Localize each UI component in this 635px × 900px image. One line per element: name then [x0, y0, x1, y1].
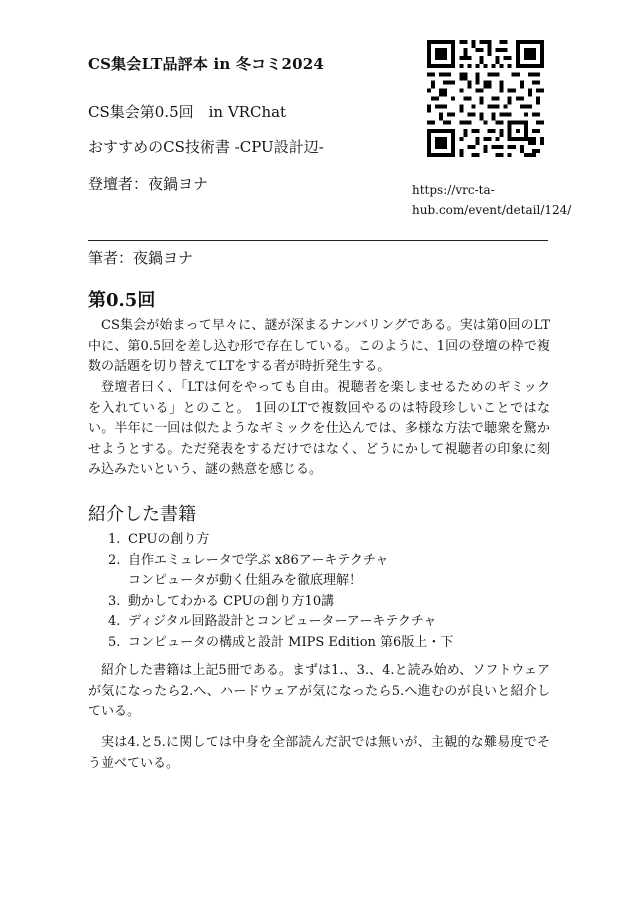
list-item — [108, 612, 548, 633]
list-number: 5. — [108, 634, 121, 650]
list-item — [108, 551, 548, 592]
speaker-line: 登壇者：夜鍋ヨナ — [88, 175, 209, 193]
section-heading: 紹介した書籍 — [88, 504, 196, 525]
book-subtitle: コンピュータが動く仕組みを徹底理解！ — [128, 573, 363, 588]
list-number: 1. — [108, 532, 121, 547]
list-number: 2. — [108, 552, 121, 568]
list-item — [108, 633, 548, 654]
list-number: 4. — [108, 614, 121, 629]
list-number: 3. — [108, 593, 121, 609]
book-title: CPUの創り方 — [128, 532, 210, 547]
paragraph: 紹介した書籍は上記5冊である。まずは1.、3.、4.と読み始め、ソフトウェアが気になったら2.へ、ハードウェアが気になったら5.へ進むのが良いと紹介している。 — [88, 663, 550, 720]
event-name: CS集会第0.5回 in VRChat — [88, 103, 287, 121]
list-item — [108, 530, 548, 551]
list-item — [108, 592, 548, 613]
book-title: 動かしてわかる CPUの創り方10講 — [128, 593, 335, 609]
event-url[interactable]: https://vrc-ta-hub.com/event/detail/124/ — [412, 183, 572, 217]
book-title: ディジタル回路設計とコンピューターアーキテクチャ — [128, 614, 437, 629]
paragraph: CS集会が始まって早々に、謎が深まるナンバリングである。実は第0回のLT中に、第0.5回を差し込む形で存在している。このように、1回の登壇の枠で複数の話題を切り替えてLTをする者が時折発生する。 — [88, 318, 550, 375]
book-title: コンピュータの構成と設計 MIPS Edition 第6版上・下 — [128, 634, 454, 650]
author-line: 筆者：夜鍋ヨナ — [88, 249, 194, 267]
section-heading: 第0.5回 — [88, 290, 156, 311]
book-title: 自作エミュレータで学ぶ x86アーキテクチャ — [128, 552, 389, 568]
paragraph: 実は4.と5.に関しては中身を全部読んだ訳では無いが、主観的な難易度でそう並べている。 — [88, 735, 550, 771]
header-divider — [88, 240, 548, 241]
book-title: CS集会LT品評本 in 冬コミ2024 — [88, 55, 325, 73]
talk-title: おすすめのCS技術書 -CPU設計辺- — [88, 138, 324, 156]
paragraph: 登壇者曰く、「LTは何をやっても自由。視聴者を楽しませるためのギミックを入れている」とのこと。 1回のLTで複数回やるのは特段珍しいことではない。半年に一回は似たようなギミックを仕込んでは、多様な方法で聴衆を驚かせようとする。ただ発表をするだけではなく、どうにかして視聴者の印象に刻み込みたいという、謎の熱意を感じる。 — [88, 380, 550, 478]
book-list — [108, 530, 548, 653]
qr-code[interactable] — [427, 40, 544, 157]
